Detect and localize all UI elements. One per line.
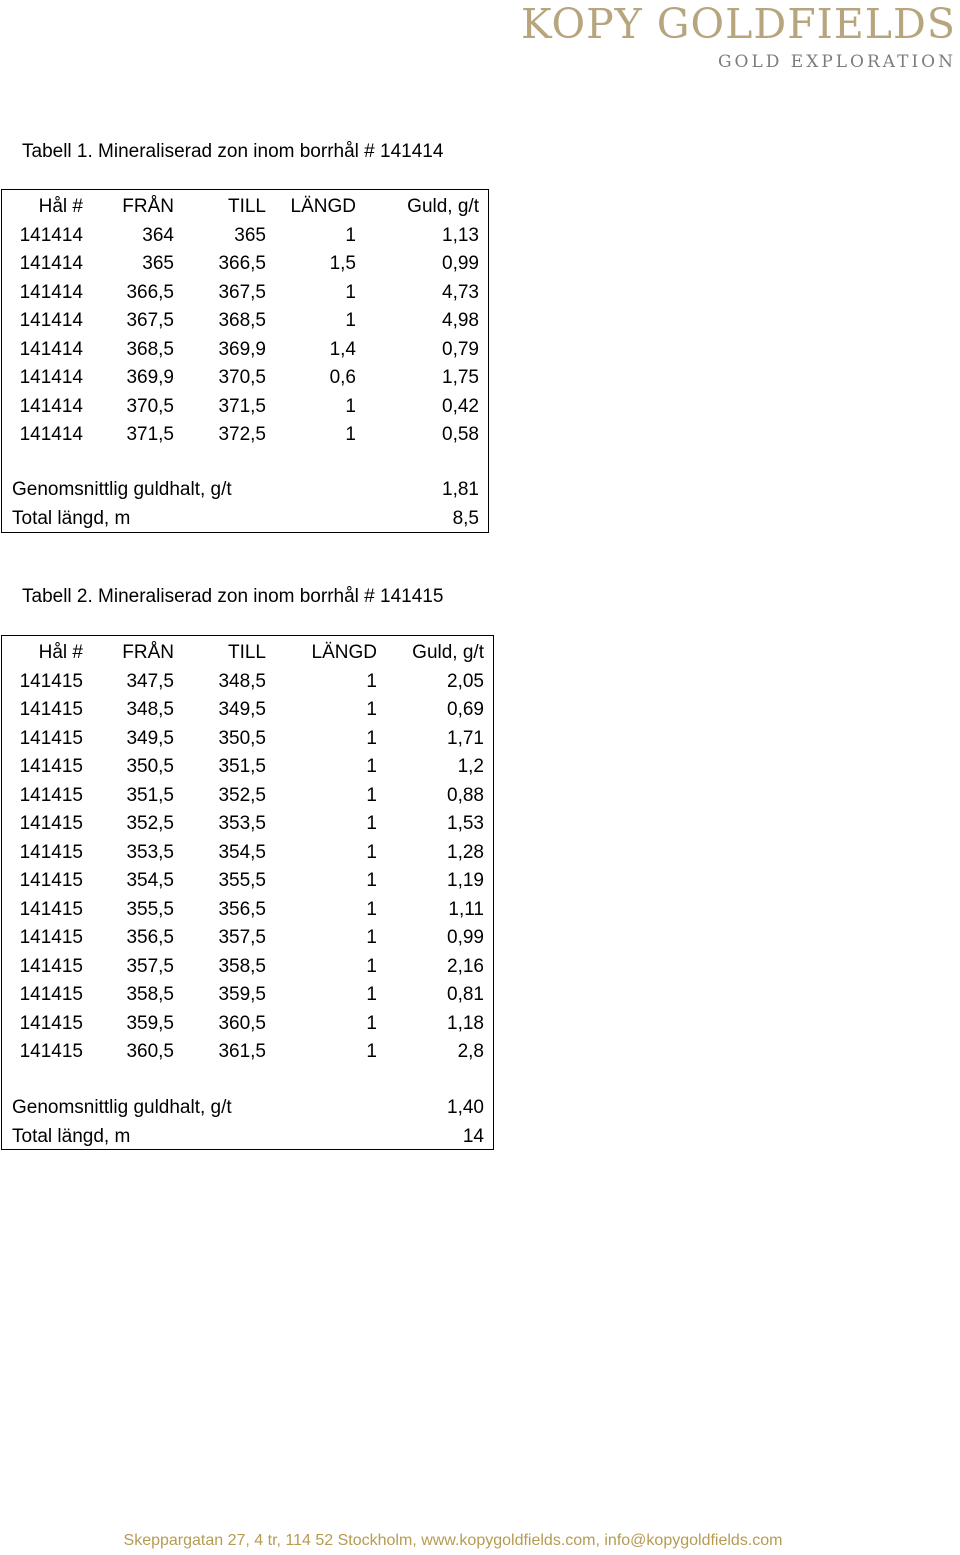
table-row-cell: 141415	[19, 898, 83, 920]
table-row	[2, 366, 488, 390]
table-row-cell: 0,81	[447, 984, 484, 1005]
table-row-cell: 141415	[19, 727, 83, 749]
table-row-cell: 370,5	[218, 367, 266, 388]
table-row-cell: 365	[142, 253, 174, 274]
table-row-cell: 1,4	[329, 338, 356, 360]
table-row-cell: 360,5	[218, 1012, 266, 1034]
table-row-cell: 1	[366, 784, 377, 806]
table-row-cell: 141415	[19, 984, 83, 1005]
table-row-cell: 350,5	[218, 727, 266, 749]
table-row-cell: 141415	[19, 1041, 83, 1062]
table-row-cell: 371,5	[218, 395, 266, 417]
table-row-cell: 1,18	[447, 1012, 484, 1034]
table-row-cell: 353,5	[218, 813, 266, 834]
table-row-cell: 0,6	[329, 367, 356, 388]
table-row	[2, 395, 488, 419]
table-row-cell: 0,58	[442, 424, 479, 445]
table-row-cell: 368,5	[218, 310, 266, 331]
total-length-label: Total längd, m	[12, 1126, 131, 1147]
table-row-cell: 353,5	[126, 841, 174, 863]
table-row-cell: 359,5	[218, 984, 266, 1005]
table-row-cell: 141414	[19, 310, 83, 331]
table-row-cell: 357,5	[218, 927, 266, 948]
table-row	[2, 926, 493, 950]
table-row	[2, 423, 488, 447]
table-row-cell: 0,99	[442, 253, 479, 274]
table-row-cell: 1	[366, 756, 377, 777]
table-row-cell: 141414	[19, 424, 83, 445]
table-header-row-cell: FRÅN	[122, 196, 174, 217]
table-2-caption: Tabell 2. Mineraliserad zon inom borrhål # 141415	[22, 586, 444, 607]
table-row-cell: 1	[366, 670, 377, 692]
total-length-label: Total längd, m	[12, 508, 131, 529]
total-length-value: 8,5	[452, 508, 479, 529]
table-row-cell: 348,5	[126, 699, 174, 720]
table-row	[2, 898, 493, 922]
table-row-cell: 351,5	[126, 784, 174, 806]
table-row-cell: 354,5	[126, 870, 174, 891]
table-row-cell: 359,5	[126, 1012, 174, 1034]
table-header-row-cell: Hål #	[38, 642, 83, 663]
table-row-cell: 367,5	[126, 310, 174, 331]
table-row-cell: 360,5	[126, 1041, 174, 1062]
logo-tagline: GOLD EXPLORATION	[717, 52, 956, 72]
table-row-cell: 369,9	[126, 367, 174, 388]
table-row-cell: 350,5	[126, 756, 174, 777]
table-row-cell: 1	[345, 224, 356, 246]
table-row-cell: 354,5	[218, 841, 266, 863]
table-header-row	[2, 641, 493, 665]
table-row-cell: 361,5	[218, 1041, 266, 1062]
table-row-cell: 355,5	[218, 870, 266, 891]
table-row	[2, 338, 488, 362]
table-row	[2, 755, 493, 779]
table-row-cell: 1	[366, 699, 377, 720]
table-row-cell: 1	[345, 281, 356, 303]
table-header-row-cell: LÄNGD	[290, 196, 356, 217]
table-row-cell: 1	[366, 841, 377, 863]
table-row-cell: 141415	[19, 927, 83, 948]
table-row-cell: 4,73	[442, 281, 479, 303]
table-row-cell: 0,69	[447, 699, 484, 720]
table-row-cell: 356,5	[126, 927, 174, 948]
table-row-cell: 1	[366, 927, 377, 948]
table-row-cell: 1,5	[329, 253, 356, 274]
table-row-cell: 1	[345, 424, 356, 445]
table-row-cell: 368,5	[126, 338, 174, 360]
table-row-cell: 1,28	[447, 841, 484, 863]
table-row-cell: 370,5	[126, 395, 174, 417]
table-row-cell: 1,75	[442, 367, 479, 388]
table-row-cell: 4,98	[442, 310, 479, 331]
table-row-cell: 2,05	[447, 670, 484, 692]
table-row	[2, 727, 493, 751]
table-row-cell: 1	[366, 870, 377, 891]
table-row	[2, 224, 488, 248]
table-row-cell: 141415	[19, 813, 83, 834]
table-row-cell: 347,5	[126, 670, 174, 692]
table-row	[2, 784, 493, 808]
table-row-cell: 2,16	[447, 955, 484, 977]
table-row-cell: 0,88	[447, 784, 484, 806]
table-row-cell: 364	[142, 224, 174, 246]
table-row	[2, 1040, 493, 1064]
company-logo	[456, 2, 956, 74]
average-grade-label: Genomsnittlig guldhalt, g/t	[12, 479, 232, 500]
table-row-cell: 372,5	[218, 424, 266, 445]
table-row	[2, 281, 488, 305]
table-row-cell: 1	[366, 898, 377, 920]
total-length-value: 14	[462, 1126, 484, 1147]
table-row-cell: 1	[345, 310, 356, 331]
table-row-cell: 2,8	[457, 1041, 484, 1062]
table-row-cell: 1	[366, 1041, 377, 1062]
table-header-row-cell: TILL	[227, 196, 266, 217]
table-row	[2, 955, 493, 979]
table-1	[1, 189, 489, 533]
table-row-cell: 371,5	[126, 424, 174, 445]
logo-name: KOPY GOLDFIELDS	[520, 0, 956, 48]
table-row-cell: 352,5	[218, 784, 266, 806]
table-row-cell: 1,2	[457, 756, 484, 777]
table-row-cell: 0,99	[447, 927, 484, 948]
table-row-cell: 1	[366, 813, 377, 834]
table-row-cell: 141414	[19, 338, 83, 360]
table-row-cell: 1,71	[447, 727, 484, 749]
table-row	[2, 1012, 493, 1036]
table-row-cell: 1	[366, 955, 377, 977]
table-header-row-cell: FRÅN	[122, 642, 174, 663]
table-row-cell: 141415	[19, 841, 83, 863]
table-row-cell: 356,5	[218, 898, 266, 920]
table-row-cell: 365	[234, 224, 266, 246]
table-row-cell: 1,19	[447, 870, 484, 891]
table-row-cell: 141415	[19, 670, 83, 692]
table-row-cell: 141414	[19, 281, 83, 303]
average-grade-value: 1,81	[442, 479, 479, 500]
table-row-cell: 351,5	[218, 756, 266, 777]
table-row-cell: 355,5	[126, 898, 174, 920]
table-row-cell: 349,5	[126, 727, 174, 749]
table-row-cell: 141414	[19, 224, 83, 246]
table-row	[2, 698, 493, 722]
table-row-cell: 1,11	[448, 898, 484, 920]
table-row-cell: 1,53	[447, 813, 484, 834]
table-header-row	[2, 195, 488, 219]
table-row-cell: 141415	[19, 699, 83, 720]
table-2	[1, 635, 494, 1150]
table-row-cell: 141415	[19, 955, 83, 977]
table-row-cell: 141415	[19, 1012, 83, 1034]
table-1-caption: Tabell 1. Mineraliserad zon inom borrhål # 141414	[22, 141, 444, 162]
table-header-row-cell: TILL	[227, 642, 266, 663]
table-row-cell: 141415	[19, 756, 83, 777]
table-row-cell: 1	[366, 727, 377, 749]
table-row-cell: 141414	[19, 253, 83, 274]
table-row-cell: 141415	[19, 784, 83, 806]
footer-address: Skeppargatan 27, 4 tr, 114 52 Stockholm, www.kopygoldfields.com, info@kopygoldfields.com	[123, 1532, 783, 1549]
table-header-row-cell: LÄNGD	[311, 642, 377, 663]
table-row	[2, 869, 493, 893]
table-header-row-cell: Guld, g/t	[412, 642, 484, 663]
table-row-cell: 0,79	[442, 338, 479, 360]
table-row-cell: 349,5	[218, 699, 266, 720]
average-grade-label: Genomsnittlig guldhalt, g/t	[12, 1097, 232, 1118]
table-row	[2, 670, 493, 694]
table-row-cell: 0,42	[442, 395, 479, 417]
table-row-cell: 141415	[19, 870, 83, 891]
table-row-cell: 348,5	[218, 670, 266, 692]
table-row-cell: 367,5	[218, 281, 266, 303]
table-row-cell: 369,9	[218, 338, 266, 360]
table-row-cell: 366,5	[218, 253, 266, 274]
table-row-cell: 141414	[19, 395, 83, 417]
table-row-cell: 358,5	[218, 955, 266, 977]
table-row-cell: 141414	[19, 367, 83, 388]
table-row-cell: 1,13	[442, 224, 479, 246]
table-row-cell: 357,5	[126, 955, 174, 977]
table-row-cell: 1	[366, 1012, 377, 1034]
table-row-cell: 1	[345, 395, 356, 417]
average-grade-value: 1,40	[447, 1097, 484, 1118]
table-row-cell: 352,5	[126, 813, 174, 834]
table-row-cell: 1	[366, 984, 377, 1005]
table-row-cell: 366,5	[126, 281, 174, 303]
table-row	[2, 812, 493, 836]
table-row-cell: 358,5	[126, 984, 174, 1005]
table-header-row-cell: Guld, g/t	[407, 196, 479, 217]
table-row	[2, 309, 488, 333]
table-row	[2, 841, 493, 865]
table-header-row-cell: Hål #	[38, 196, 83, 217]
table-row	[2, 252, 488, 276]
table-row	[2, 983, 493, 1007]
